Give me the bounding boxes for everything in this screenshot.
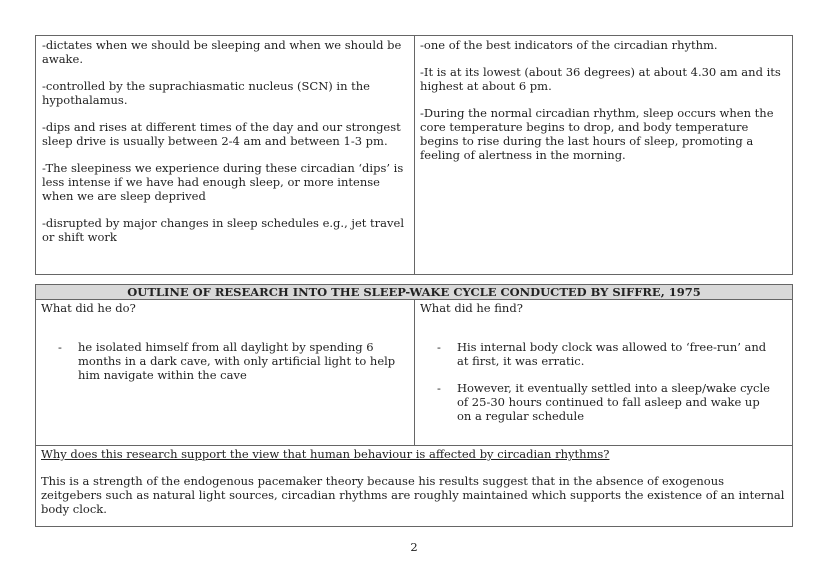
siffre-research-table xyxy=(35,284,793,527)
page-number: 2 xyxy=(410,540,418,554)
why-support-text: This is a strength of the endogenous pacemaker theory because his results suggest that in the absence of exogenous zeitgebers such as natural light sources, circadian rhythms are roughly maintained which supports the existence of an internal body clock. xyxy=(41,474,785,516)
circadian-notes-left-cell xyxy=(36,36,415,275)
note-scn: -controlled by the suprachiasmatic nucleus (SCN) in the hypothalamus. xyxy=(42,79,370,107)
why-support-cell xyxy=(36,446,793,527)
note-normal-rhythm: -During the normal circadian rhythm, sleep occurs when the core temperature begins to drop, and body temperature begins to rise during the last hours of sleep, promoting a feeling of alertness in the morning. xyxy=(420,106,774,162)
list-item: - His internal body clock was allowed to ‘free-run’ and at first, it was erratic. xyxy=(436,340,767,368)
did-item-text: he isolated himself from all daylight by spending 6 months in a dark cave, with only artificial light to help him navigate within the cave xyxy=(78,340,396,382)
note-indicator: -one of the best indicators of the circadian rhythm. xyxy=(420,38,718,52)
find-list xyxy=(415,340,792,423)
list-item: - However, it eventually settled into a sleep/wake cycle of 25-30 hours continued to fall asleep and wake up on a regular schedule xyxy=(436,381,770,423)
note-lowest-highest: -It is at its lowest (about 36 degrees) at about 4.30 am and its highest at about 6 pm. xyxy=(420,65,781,93)
did-list xyxy=(36,340,414,382)
what-did-he-do-cell xyxy=(36,300,415,446)
what-did-he-find-title: What did he find? xyxy=(419,301,523,315)
what-did-he-find-cell xyxy=(414,300,792,446)
research-header: OUTLINE OF RESEARCH INTO THE SLEEP-WAKE CYCLE CONDUCTED BY SIFFRE, 1975 xyxy=(36,285,793,300)
what-did-he-do-title: What did he do? xyxy=(41,301,136,315)
find-item-text: His internal body clock was allowed to ‘free-run’ and at first, it was erratic. xyxy=(456,340,767,368)
circadian-notes-right-cell xyxy=(415,36,793,275)
note-sleepiness: -The sleepiness we experience during these circadian ‘dips’ is less intense if we have had enough sleep, or more intense when we are sleep deprived xyxy=(42,161,404,203)
why-support-title: Why does this research support the view that human behaviour is affected by circadian rhythms? xyxy=(41,447,610,461)
list-item: - he isolated himself from all daylight by spending 6 months in a dark cave, with only artificial light to help him navigate within the cave xyxy=(58,340,396,382)
note-disrupted: -disrupted by major changes in sleep schedules e.g., jet travel or shift work xyxy=(42,216,404,244)
note-dips-rises: -dips and rises at different times of the day and our strongest sleep drive is usually between 2-4 am and between 1-3 pm. xyxy=(42,120,401,148)
circadian-notes-table xyxy=(35,35,793,275)
find-item-text: However, it eventually settled into a sleep/wake cycle of 25-30 hours continued to fall asleep and wake up on a regular schedule xyxy=(456,381,770,423)
note-dictates: -dictates when we should be sleeping and when we should be awake. xyxy=(42,38,402,66)
